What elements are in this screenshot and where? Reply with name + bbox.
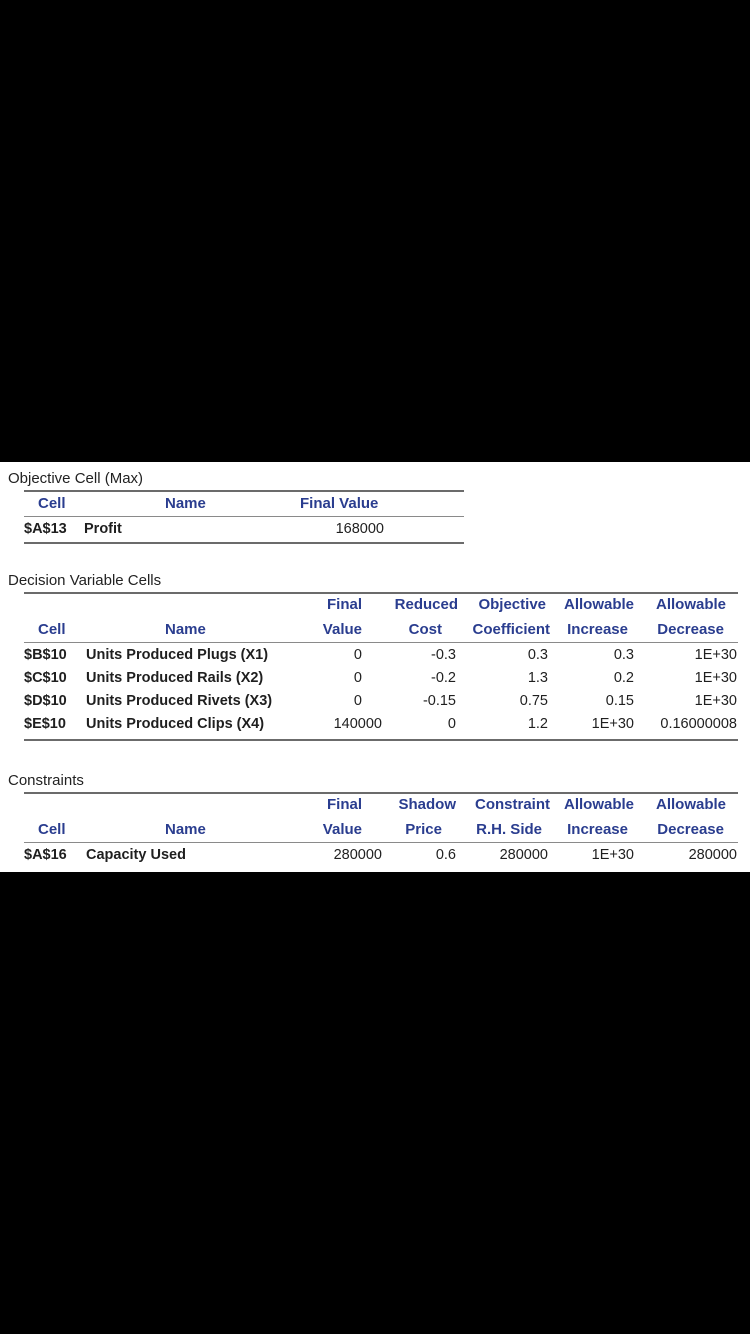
objective-row-cell: $A$13: [24, 521, 67, 537]
decision-header-rule: [24, 642, 738, 643]
constraints-section-title: Constraints: [8, 772, 84, 789]
objective-bottom-rule: [24, 542, 464, 544]
decision-header-objective-1: Objective: [478, 596, 546, 613]
constraints-top-rule: [24, 792, 738, 794]
decision-row-4-objective: 1.2: [527, 716, 548, 732]
decision-header-reduced-1: Reduced: [394, 596, 458, 613]
constraints-header-final-2: Value: [322, 821, 362, 838]
objective-header-cell: Cell: [38, 495, 66, 512]
decision-row-3-objective: 0.75: [519, 693, 548, 709]
decision-bottom-rule: [24, 739, 738, 741]
decision-row-4-decrease: 0.16000008: [660, 716, 737, 732]
constraints-header-cell: Cell: [38, 821, 66, 838]
decision-row-2-reduced: -0.2: [431, 670, 456, 686]
objective-header-name: Name: [165, 495, 206, 512]
constraints-header-rule: [24, 842, 738, 843]
constraints-header-rhs-2: R.H. Side: [476, 821, 542, 838]
objective-section-title: Objective Cell (Max): [8, 470, 144, 487]
sensitivity-report: [0, 462, 750, 872]
constraints-header-shadow-2: Price: [405, 821, 442, 838]
decision-row-3-name: Units Produced Rivets (X3): [86, 693, 273, 709]
decision-header-decrease-2: Decrease: [657, 621, 724, 638]
decision-row-3-reduced: -0.15: [422, 693, 456, 709]
constraints-header-rhs-1: Constraint: [475, 796, 550, 813]
constraints-row-1-name: Capacity Used: [86, 847, 186, 863]
decision-header-reduced-2: Cost: [408, 621, 442, 638]
decision-row-2-cell: $C$10: [24, 670, 67, 686]
decision-header-final-1: Final: [326, 596, 362, 613]
decision-row-4-final: 140000: [333, 716, 382, 732]
constraints-row-1-decrease: 280000: [688, 847, 737, 863]
decision-row-1-reduced: -0.3: [431, 647, 456, 663]
decision-row-1-objective: 0.3: [527, 647, 548, 663]
decision-row-1-decrease: 1E+30: [694, 647, 737, 663]
constraints-row-1-increase: 1E+30: [591, 847, 634, 863]
constraints-header-increase-2: Increase: [567, 821, 628, 838]
decision-row-3-increase: 0.15: [605, 693, 634, 709]
decision-row-2-increase: 0.2: [613, 670, 634, 686]
objective-row-name: Profit: [84, 521, 122, 537]
decision-header-objective-2: Coefficient: [472, 621, 550, 638]
decision-header-decrease-1: Allowable: [655, 596, 726, 613]
decision-row-3-final: 0: [353, 693, 362, 709]
decision-header-increase-1: Allowable: [563, 596, 634, 613]
decision-row-2-final: 0: [353, 670, 362, 686]
constraints-header-name: Name: [165, 821, 206, 838]
decision-header-cell: Cell: [38, 621, 66, 638]
decision-header-final-2: Value: [322, 621, 362, 638]
decision-row-2-decrease: 1E+30: [694, 670, 737, 686]
constraints-header-increase-1: Allowable: [563, 796, 634, 813]
decision-row-4-name: Units Produced Clips (X4): [86, 716, 265, 732]
constraints-header-decrease-2: Decrease: [657, 821, 724, 838]
constraints-row-1-final: 280000: [333, 847, 382, 863]
constraints-row-1-shadow: 0.6: [435, 847, 456, 863]
decision-row-1-increase: 0.3: [613, 647, 634, 663]
decision-row-1-name: Units Produced Plugs (X1): [86, 647, 269, 663]
decision-row-4-cell: $E$10: [24, 716, 66, 732]
decision-row-3-cell: $D$10: [24, 693, 67, 709]
decision-row-2-name: Units Produced Rails (X2): [86, 670, 264, 686]
objective-top-rule: [24, 490, 464, 492]
decision-row-1-cell: $B$10: [24, 647, 67, 663]
decision-header-name: Name: [165, 621, 206, 638]
decision-top-rule: [24, 592, 738, 594]
constraints-row-1-rhs: 280000: [499, 847, 548, 863]
constraints-header-decrease-1: Allowable: [655, 796, 726, 813]
constraints-header-final-1: Final: [326, 796, 362, 813]
decision-row-4-reduced: 0: [447, 716, 456, 732]
decision-row-4-increase: 1E+30: [591, 716, 634, 732]
decision-row-1-final: 0: [353, 647, 362, 663]
decision-section-title: Decision Variable Cells: [8, 572, 162, 589]
constraints-row-1-cell: $A$16: [24, 847, 67, 863]
objective-header-final-value: Final Value: [300, 495, 379, 512]
constraints-header-shadow-1: Shadow: [398, 796, 456, 813]
objective-row-final-value: 168000: [335, 521, 384, 537]
objective-header-rule: [24, 516, 464, 517]
decision-row-3-decrease: 1E+30: [694, 693, 737, 709]
decision-row-2-objective: 1.3: [527, 670, 548, 686]
decision-header-increase-2: Increase: [567, 621, 628, 638]
